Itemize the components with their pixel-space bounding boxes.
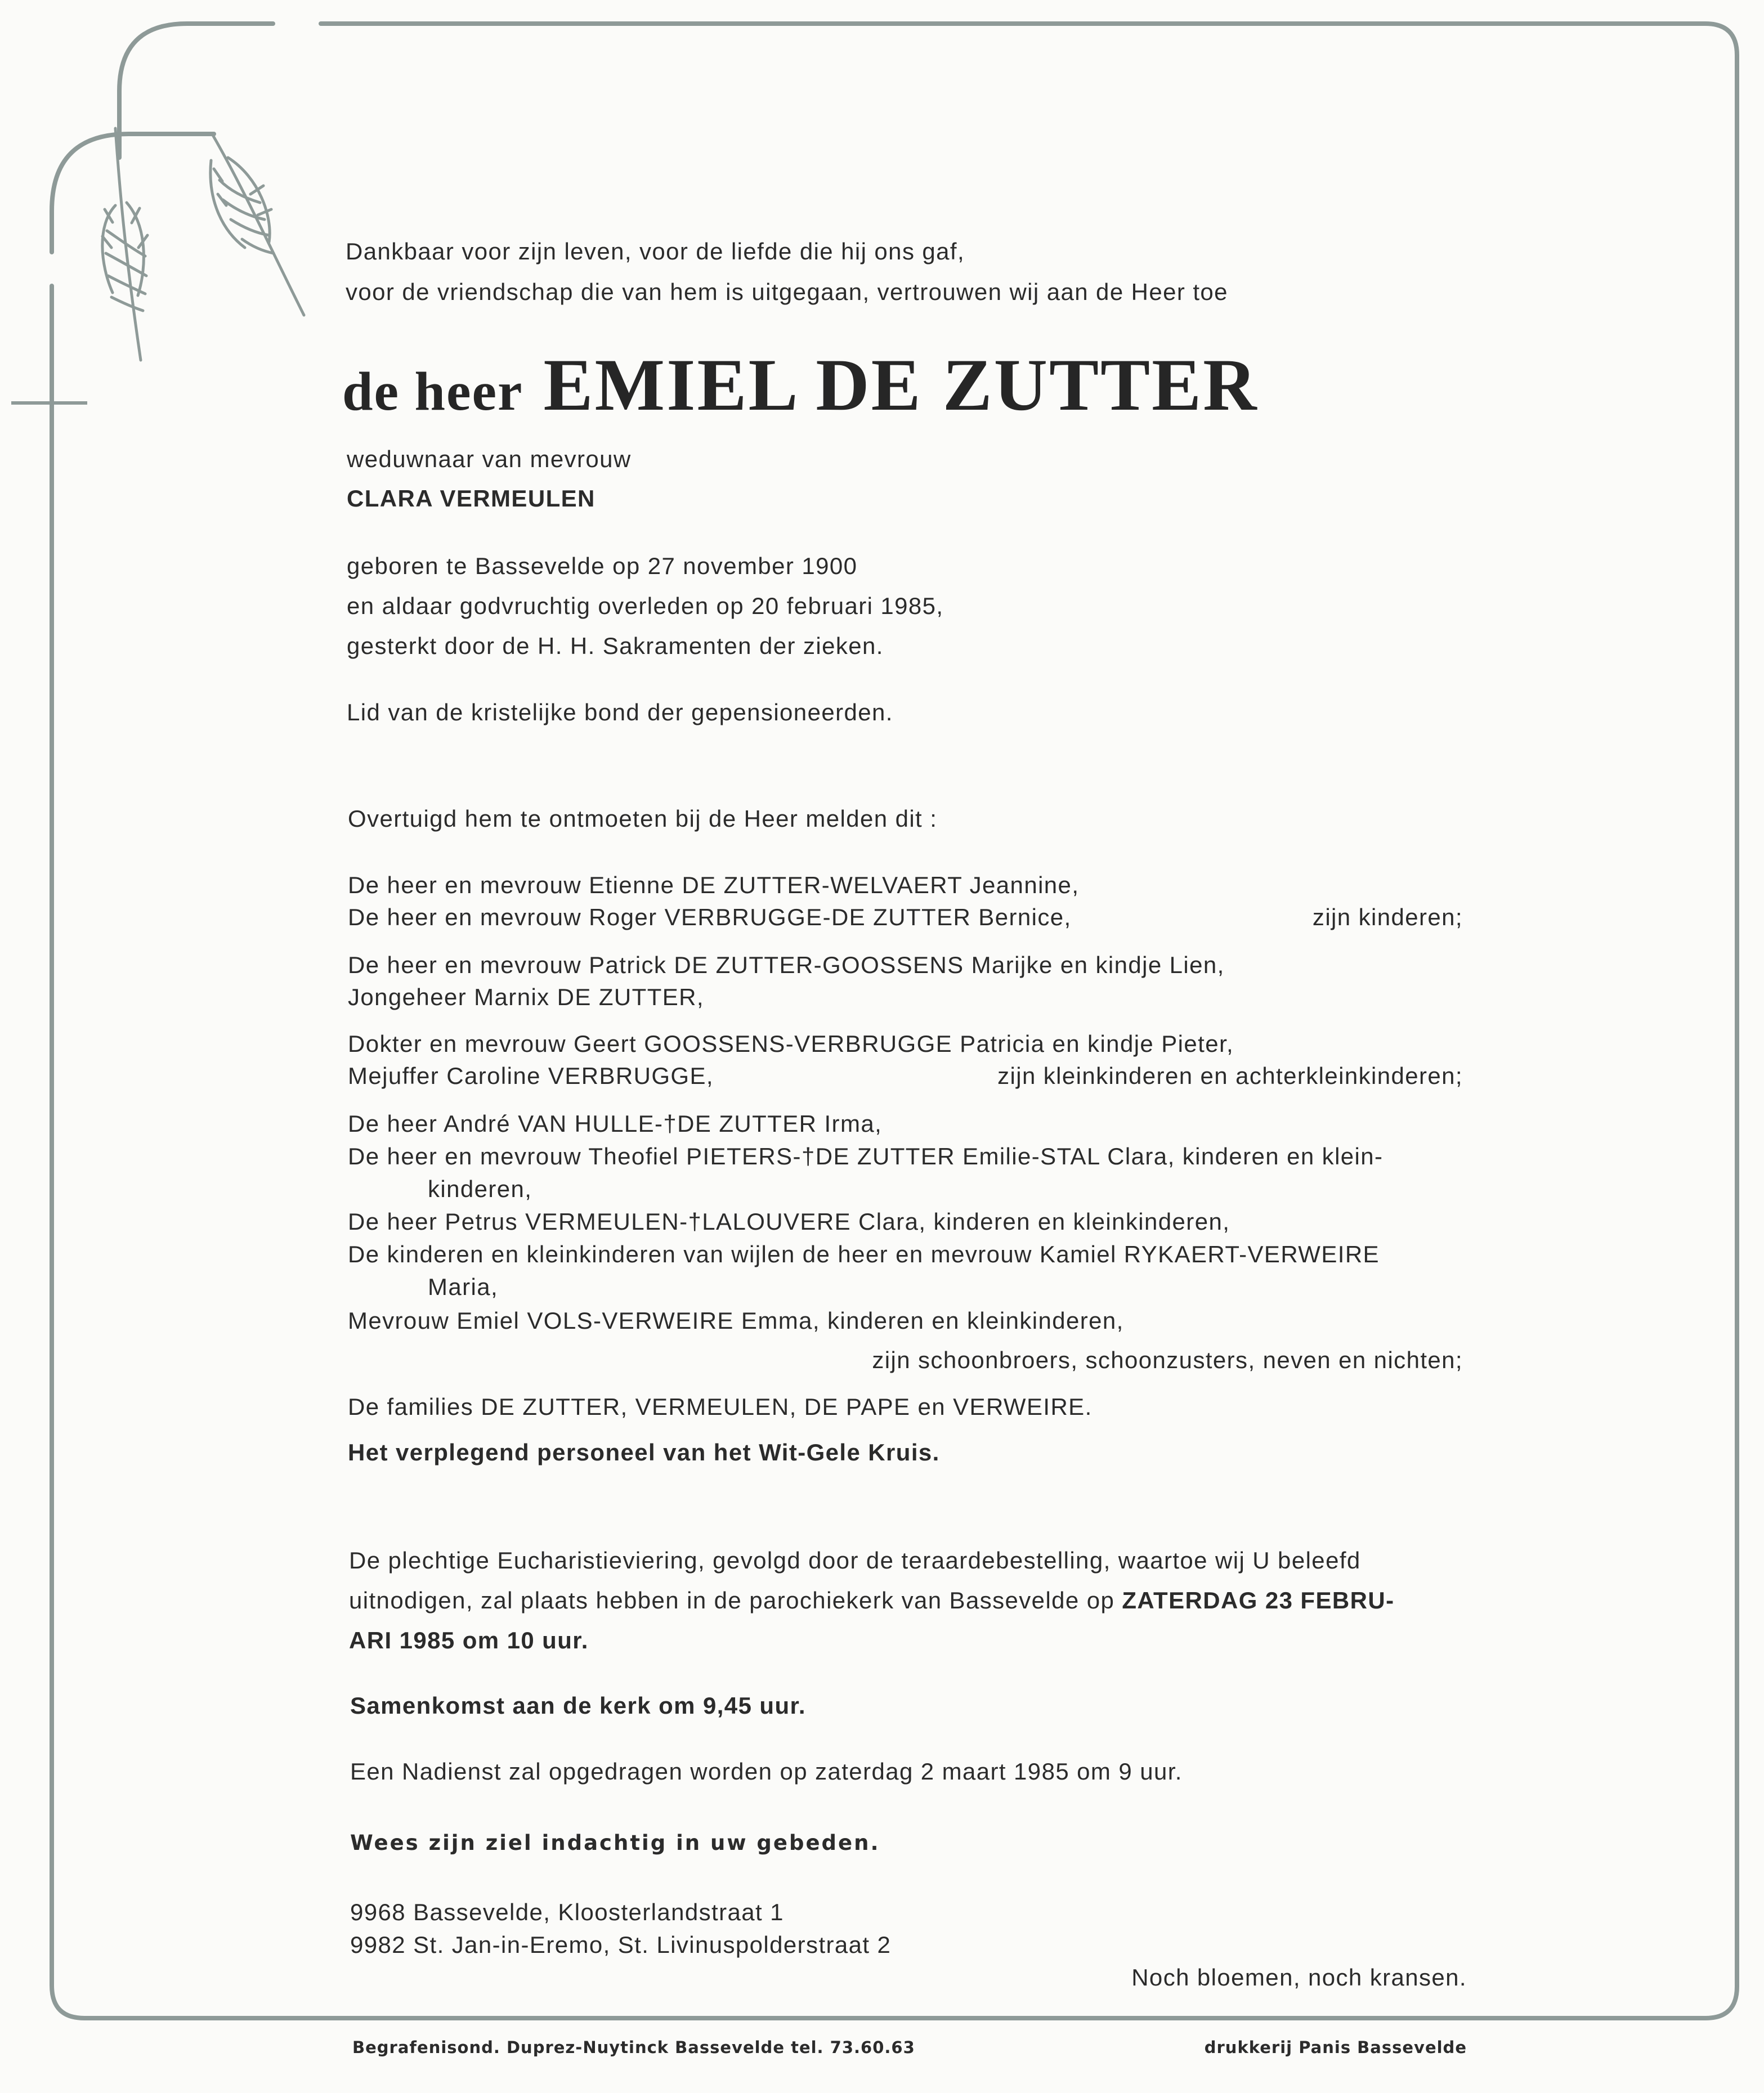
- service-date: ZATERDAG 23 FEBRU-: [1122, 1587, 1395, 1614]
- intro-line-1: Dankbaar voor zijn leven, voor de liefde die hij ons gaf,: [346, 238, 965, 265]
- membership-line: Lid van de kristelijke bond der gepensioneerden.: [347, 699, 893, 725]
- inlaw-line: De heer Petrus VERMEULEN-†LALOUVERE Clara, kinderen en kleinkinderen,: [348, 1208, 1230, 1235]
- grandchild-line: Jongeheer Marnix DE ZUTTER,: [348, 984, 704, 1010]
- wheat-ears-icon: [102, 128, 304, 360]
- page-title: [342, 343, 1259, 426]
- sacraments-line: gesterkt door de H. H. Sakramenten der zieken.: [347, 633, 884, 659]
- undertaker-footer: Begrafenisond. Duprez-Nuytinck Bassevelde tel. 73.60.63: [352, 2038, 915, 2057]
- address-line: 9982 St. Jan-in-Eremo, St. Livinuspolderstraat 2: [350, 1931, 892, 1958]
- widow-line: weduwnaar van mevrouw: [347, 446, 632, 472]
- announcers-intro: Overtuigd hem te ontmoeten bij de Heer melden dit :: [348, 805, 938, 832]
- service-line-3: ARI 1985 om 10 uur.: [349, 1627, 589, 1653]
- service-text: uitnodigen, zal plaats hebben in de parochiekerk van Bassevelde op: [349, 1587, 1115, 1614]
- service-line-1: De plechtige Eucharistieviering, gevolgd door de teraardebestelling, waartoe wij U beleefd: [349, 1547, 1361, 1574]
- prayer-line: Wees zijn ziel indachtig in uw gebeden.: [350, 1831, 880, 1855]
- grandchild-line: De heer en mevrouw Patrick DE ZUTTER-GOOSSENS Marijke en kindje Lien,: [348, 952, 1225, 978]
- after-service-line: Een Nadienst zal opgedragen worden op zaterdag 2 maart 1985 om 9 uur.: [350, 1758, 1183, 1785]
- spouse-name: CLARA VERMEULEN: [347, 485, 596, 512]
- families-line: De families DE ZUTTER, VERMEULEN, DE PAPE en VERWEIRE.: [348, 1393, 1093, 1420]
- gathering-line: Samenkomst aan de kerk om 9,45 uur.: [350, 1692, 807, 1719]
- no-flowers-line: Noch bloemen, noch kransen.: [1131, 1964, 1467, 1991]
- deceased-name: EMIEL DE ZUTTER: [543, 343, 1259, 426]
- grandchild-line: Dokter en mevrouw Geert GOOSSENS-VERBRUGGE Patricia en kindje Pieter,: [348, 1030, 1234, 1057]
- staff-line: Het verplegend personeel van het Wit-Gele Kruis.: [348, 1439, 940, 1465]
- child-line: De heer en mevrouw Roger VERBRUGGE-DE ZUTTER Bernice,: [348, 904, 1072, 930]
- cross-icon: [11, 365, 87, 450]
- inlaw-line: De heer en mevrouw Theofiel PIETERS-†DE ZUTTER Emilie-STAL Clara, kinderen en klein-: [348, 1143, 1384, 1169]
- grandchild-line: Mejuffer Caroline VERBRUGGE,: [348, 1063, 714, 1089]
- title-prefix: de heer: [342, 361, 523, 422]
- service-line-2: [349, 1589, 1394, 1612]
- birth-line: geboren te Bassevelde op 27 november 1900: [347, 553, 858, 579]
- inlaws-role: zijn schoonbroers, schoonzusters, neven en nichten;: [872, 1347, 1463, 1373]
- children-role: zijn kinderen;: [1312, 904, 1463, 930]
- child-line: De heer en mevrouw Etienne DE ZUTTER-WELVAERT Jeannine,: [348, 872, 1080, 898]
- address-line: 9968 Bassevelde, Kloosterlandstraat 1: [350, 1899, 784, 1925]
- inlaw-line: kinderen,: [428, 1176, 532, 1202]
- grandchildren-role: zijn kleinkinderen en achterkleinkinderen;: [997, 1063, 1463, 1089]
- inlaw-line: Mevrouw Emiel VOLS-VERWEIRE Emma, kinderen en kleinkinderen,: [348, 1307, 1124, 1334]
- intro-line-2: voor de vriendschap die van hem is uitgegaan, vertrouwen wij aan de Heer toe: [346, 279, 1228, 305]
- death-line: en aldaar godvruchtig overleden op 20 februari 1985,: [347, 593, 944, 619]
- inlaw-line: Maria,: [428, 1274, 499, 1300]
- inlaw-line: De heer André VAN HULLE-†DE ZUTTER Irma,: [348, 1110, 883, 1137]
- inlaw-line: De kinderen en kleinkinderen van wijlen de heer en mevrouw Kamiel RYKAERT-VERWEIRE: [348, 1241, 1380, 1267]
- printer-footer: drukkerij Panis Bassevelde: [1204, 2038, 1467, 2057]
